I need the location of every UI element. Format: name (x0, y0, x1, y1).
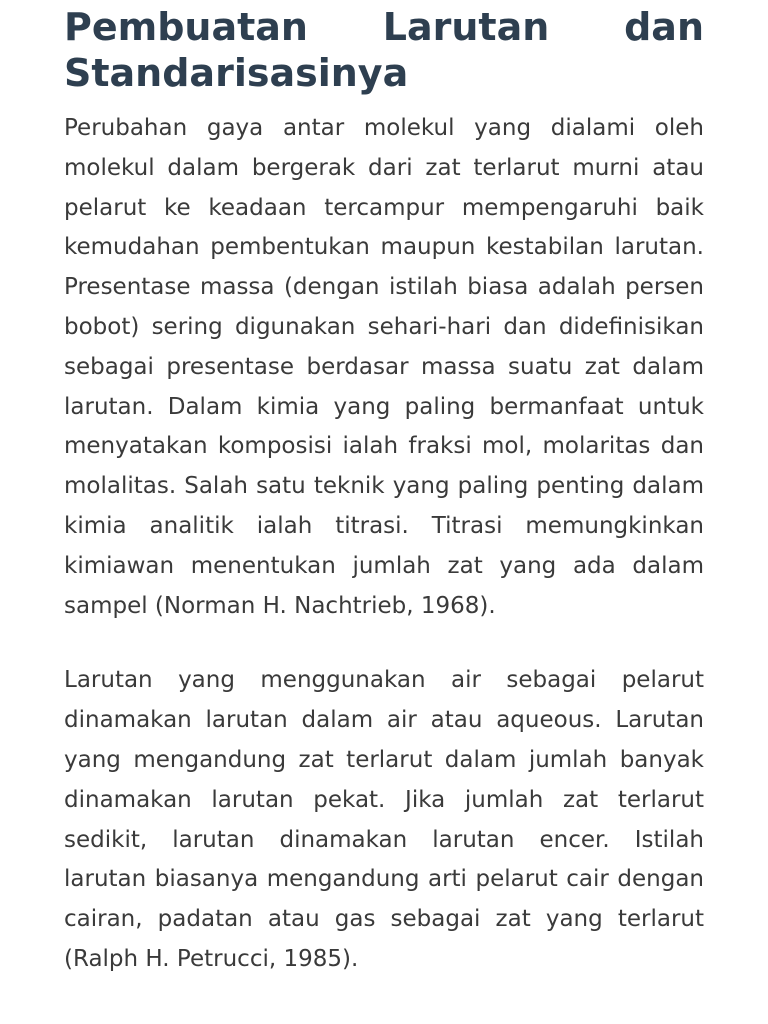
article (64, 0, 704, 980)
article-paragraph: Perubahan gaya antar molekul yang dialami oleh molekul dalam bergerak dari zat terlarut murni atau pelarut ke keadaan tercampur mempengaruhi baik kemudahan pembentukan maupun kestabilan larutan. Presentase massa (dengan istilah biasa adalah persen bobot) sering digunakan sehari-hari dan didefinisikan sebagai presentase berdasar massa suatu zat dalam larutan. Dalam kimia yang paling bermanfaat untuk menyatakan komposisi ialah fraksi mol, molaritas dan molalitas. Salah satu teknik yang paling penting dalam kimia analitik ialah titrasi. Titrasi memungkinkan kimiawan menentukan jumlah zat yang ada dalam sampel (Norman H. Nachtrieb, 1968). (64, 115, 704, 619)
article-paragraph: Larutan yang menggunakan air sebagai pelarut dinamakan larutan dalam air atau aqueous. Larutan yang mengandung zat terlarut dalam jumlah banyak dinamakan larutan pekat. Jika jumlah zat terlarut sedikit, larutan dinamakan larutan encer. Istilah larutan biasanya mengandung arti pelarut cair dengan cairan, padatan atau gas sebagai zat yang terlarut (Ralph H. Petrucci, 1985). (64, 667, 704, 972)
article-title: Pembuatan Larutan dan Standarisasinya (64, 5, 704, 95)
